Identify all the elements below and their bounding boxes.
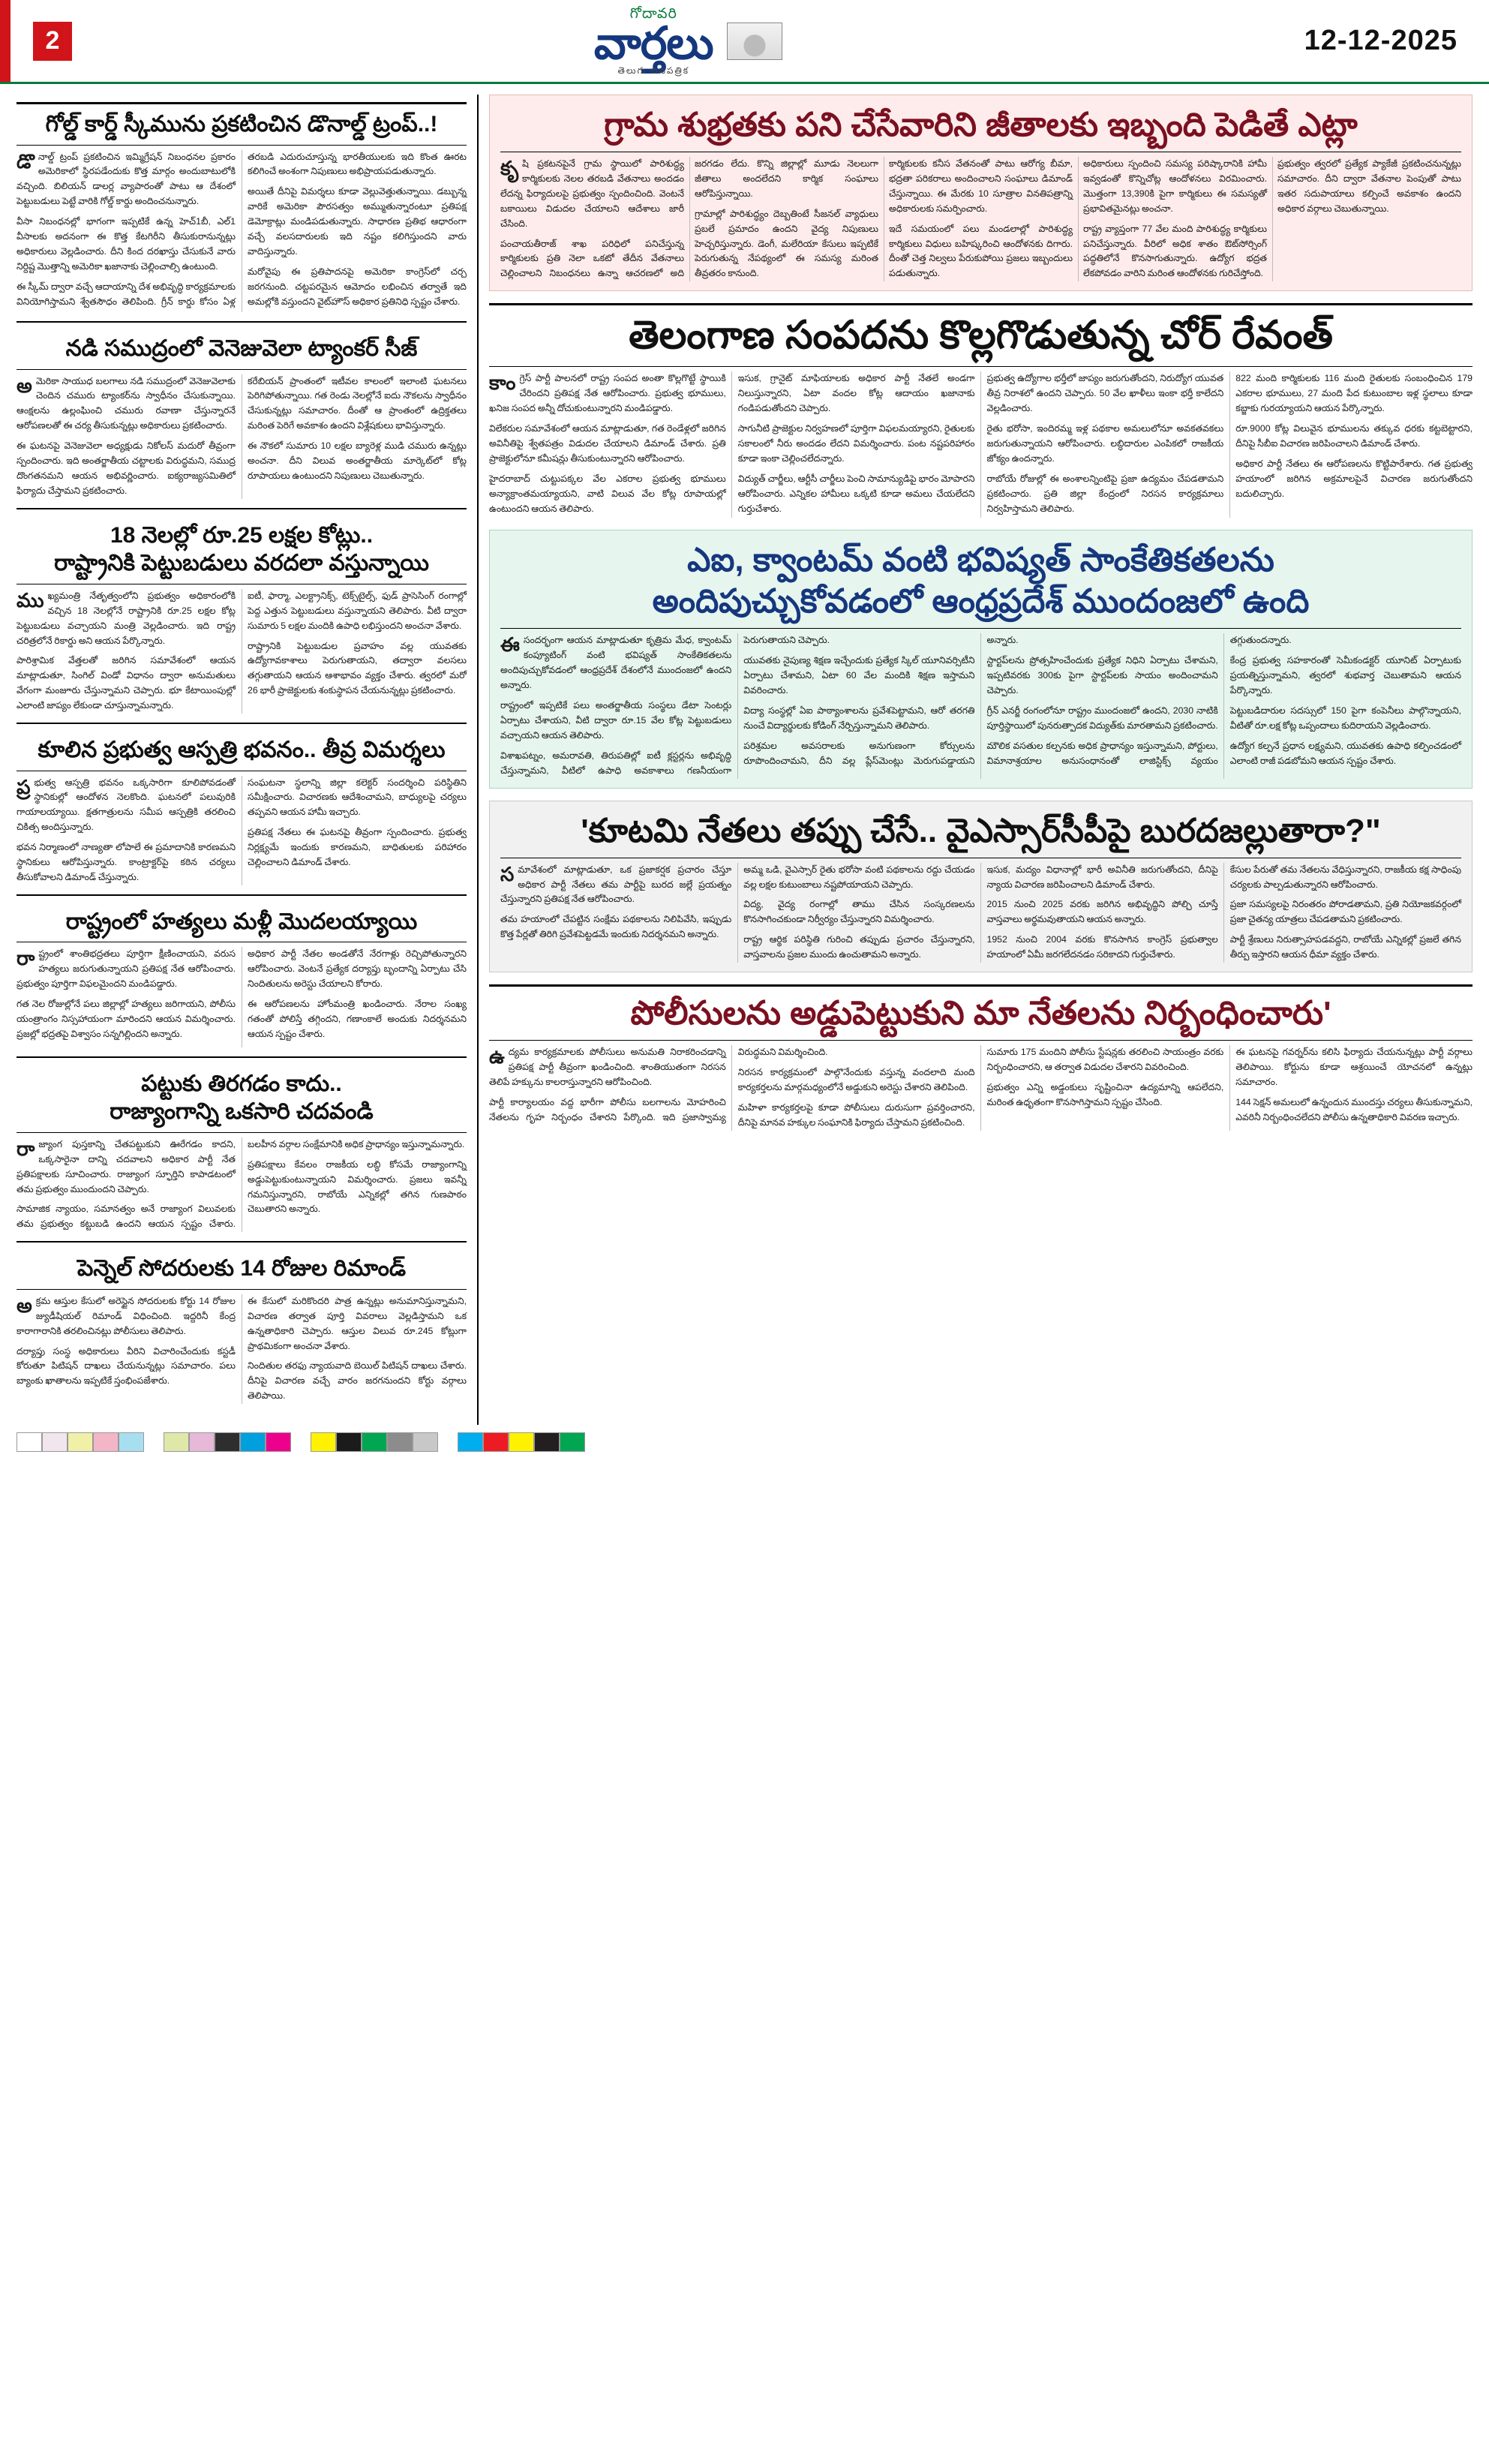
color-swatch [164, 1432, 189, 1452]
paragraph: ఇదే సమయంలో పలు మండలాల్లో పారిశుద్ధ్య కార్మికులు విధులు బహిష్కరించి ఆందోళనకు దిగారు. దీంతో చెత్త నిల్వలు పేరుకుపోయి ప్రజలు ఇబ్బందులు పడుతున్నారు. [889, 223, 1073, 279]
body-gold-card [17, 150, 467, 313]
headline-venezuela-tanker: నడి సముద్రంలో వెనెజువెలా ట్యాంకర్ సీజ్ [65, 336, 418, 362]
body-venezuela-tanker [17, 374, 467, 499]
page-number: 2 [33, 22, 72, 61]
paragraph: పార్టీ కార్యాలయం వద్ద భారీగా పోలీసు బలగాలను మోహరించి నేతలను గృహ నిర్బంధం చేశారని పేర్కొంది. ఇది ప్రజాస్వామ్య విరుద్ధమని విమర్శించింది. [489, 1047, 828, 1122]
paragraph: యువతకు నైపుణ్య శిక్షణ ఇచ్చేందుకు ప్రత్యేక స్కిల్ యూనివర్సిటీని ఏర్పాటు చేశామని, ఏటా 60 వేల మందికి శిక్షణ ఇస్తామని వివరించారు. [743, 655, 975, 696]
paragraph: రూ.9000 కోట్ల విలువైన భూములను తక్కువ ధరకు కట్టబెట్టారని, దీనిపై సీబీఐ విచారణ జరిపించాలని డిమాండ్ చేశారు. [1235, 422, 1472, 449]
color-swatch [560, 1432, 585, 1452]
paragraph: ప్రభుత్వ ఉద్యోగాల భర్తీలో జాప్యం జరుగుతోందని, నిరుద్యోగ యువత తీవ్ర నిరాశలో ఉందని చెప్పారు. 50 వేల ఖాళీలు ఇంకా భర్తీ కాలేదని వెల్లడించారు. [986, 373, 1224, 414]
color-swatch [266, 1432, 291, 1452]
article-venezuela-tanker [17, 335, 467, 509]
column-divider [477, 95, 479, 1425]
paragraph: 1952 నుంచి 2004 వరకు కొనసాగిన కాంగ్రెస్ ప్రభుత్వాల హయాంలో ఏమీ జరగలేదనడం సరికాదని గుర్తుచేశారు. [986, 934, 1218, 960]
divider [489, 366, 1472, 367]
newspaper-logo [594, 7, 713, 75]
portrait-image [727, 23, 782, 60]
color-swatch [483, 1432, 509, 1452]
paragraph: సామాజిక న్యాయం, సమానత్వం అనే రాజ్యాంగ విలువలకు తమ ప్రభుత్వం కట్టుబడి ఉందని ఆయన స్పష్టం చేశారు. బలహీన వర్గాల సంక్షేమానికి అధిక ప్రాధాన్యం ఇస్తున్నామన్నారు. [17, 1138, 465, 1230]
color-swatch [93, 1432, 119, 1452]
paragraph: అక్రమ ఆస్తుల కేసులో అరెస్టైన సోదరులకు కోర్టు 14 రోజుల జ్యుడీషియల్ రిమాండ్ విధించింది. ఇద్దరినీ కేంద్ర కారాగారానికి తరలించినట్లు పోలీసులు తెలిపారు. [17, 1294, 236, 1336]
paragraph: రాష్ట్రంలో ఇప్పటికే పలు అంతర్జాతీయ సంస్థలు డేటా సెంటర్లు ఏర్పాటు చేశాయని, వీటి ద్వారా రూ.15 వేల కోట్ల పెట్టుబడులు వచ్చాయని ఆయన తెలిపారు. [500, 700, 732, 741]
headline-hospital-collapse: కూలిన ప్రభుత్వ ఆస్పత్రి భవనం.. తీవ్ర విమర్శలు [38, 738, 446, 763]
brand-small: గోదావరి [629, 6, 677, 22]
divider [500, 628, 1461, 629]
paragraph: విలేకరుల సమావేశంలో ఆయన మాట్లాడుతూ, గత రెండేళ్లలో జరిగిన అవినీతిపై శ్వేతపత్రం విడుదల చేయాలని డిమాండ్ చేశారు. ప్రతి ప్రాజెక్టులోనూ కమీషన్లు తీసుకుంటున్నారని ఆరోపించారు. [489, 422, 726, 464]
body-murders [17, 947, 467, 1047]
paragraph: ఈ కేసులో మరికొందరి పాత్ర ఉన్నట్లు అనుమానిస్తున్నామని, విచారణ తర్వాత పూర్తి వివరాలు వెల్లడిస్తామని ఒక ఉన్నతాధికారి చెప్పారు. ఆస్తుల విలువ రూ.245 కోట్లుగా ప్రాథమికంగా అంచనా వేశారు. [248, 1295, 467, 1351]
paragraph: మహిళా కార్యకర్తలపై కూడా పోలీసులు దురుసుగా ప్రవర్తించారని, దీనిపై మానవ హక్కుల సంఘానికి ఫిర్యాదు చేస్తామని ప్రకటించింది. [737, 1102, 975, 1128]
color-swatch [534, 1432, 560, 1452]
paragraph: మరోవైపు ఈ ప్రతిపాదనపై అమెరికా కాంగ్రెస్‌లో చర్చ జరగనుంది. చట్టపరమైన ఆమోదం లభించిన తర్వాతే ఇది అమల్లోకి వస్తుందని వైట్‌హౌస్ అధికార ప్రతినిధి స్పష్టం చేశారు. [248, 266, 467, 307]
body-constitution [17, 1137, 467, 1232]
paragraph: పార్టీ శ్రేణులు నిరుత్సాహపడవద్దని, రాబోయే ఎన్నికల్లో ప్రజలే తగిన తీర్పు ఇస్తారని ఆయన ధీమా వ్యక్తం చేశారు. [1229, 934, 1461, 960]
color-swatch [311, 1432, 336, 1452]
page-grid [0, 84, 1489, 1425]
paragraph: అధికార పార్టీ నేతల అండతోనే నేరగాళ్లు రెచ్చిపోతున్నారని ఆరోపించారు. వెంటనే ప్రత్యేక దర్యాప్తు బృందాన్ని ఏర్పాటు చేసి నిందితులను అరెస్టు చేయాలని కోరారు. [248, 948, 467, 990]
paragraph: భవన నిర్మాణంలో నాణ్యతా లోపాలే ఈ ప్రమాదానికి కారణమని స్థానికులు ఆరోపిస్తున్నారు. కాంట్రాక్టర్‌పై కఠిన చర్యలు తీసుకోవాలని డిమాండ్ చేస్తున్నారు. [17, 842, 236, 882]
paragraph: తమ హయాంలో చేపట్టిన సంక్షేమ పథకాలను నిలిపివేసి, ఇప్పుడు కొత్త పేర్లతో తిరిగి ప్రవేశపెట్టడమే ఇందుకు నిదర్శనమని అన్నారు. [500, 914, 732, 940]
paragraph: ఈ ఆరోపణలను హోంమంత్రి ఖండించారు. నేరాల సంఖ్య గతంతో పోలిస్తే తగ్గిందని, గణాంకాలే అందుకు నిదర్శనమని ఆయన స్పష్టం చేశారు. [248, 999, 467, 1039]
color-swatch [362, 1432, 387, 1452]
headline-investments-line2: రాష్ట్రానికి పెట్టుబడులు వరదలా వస్తున్నాయి [54, 551, 429, 576]
article-constitution [17, 1070, 467, 1243]
issue-date: 12-12-2025 [1304, 25, 1457, 56]
article-hospital-collapse [17, 736, 467, 896]
article-murders [17, 908, 467, 1058]
paragraph: అధికార పార్టీ నేతలు ఈ ఆరోపణలను కొట్టిపారేశారు. గత ప్రభుత్వ హయాంలో జరిగిన అక్రమాలపైనే విచారణ జరుగుతోందని బదులిచ్చారు. [1235, 458, 1472, 499]
color-swatch [509, 1432, 534, 1452]
article-gold-card [17, 102, 467, 323]
paragraph: 2015 నుంచి 2025 వరకు జరిగిన అభివృద్ధిని పోల్చి చూస్తే వాస్తవాలు అర్థమవుతాయని ఆయన అన్నారు. [986, 899, 1218, 925]
headline-constitution-line1: పట్టుకు తిరగడం కాదు.. [141, 1071, 342, 1096]
paragraph: కార్మికులకు కనీస వేతనంతో పాటు ఆరోగ్య బీమా, భద్రతా పరికరాలు అందించాలని సంఘాలు డిమాండ్ చేస్తున్నాయి. ఈ మేరకు 10 సూత్రాల వినతిపత్రాన్ని అధికారులకు సమర్పించారు. [889, 158, 1073, 214]
paragraph: పెట్టుబడిదారుల సదస్సులో 150 పైగా కంపెనీలు పాల్గొన్నాయని, వీటితో రూ.లక్ష కోట్ల ఒప్పందాలు కుదిరాయని వెల్లడించారు. [1229, 705, 1461, 731]
headline-ai-quantum-line1: ఎఐ, క్వాంటమ్ వంటి భవిష్యత్ సాంకేతికతలను [687, 542, 1274, 579]
paragraph: రాజ్యాంగ పుస్తకాన్ని చేతపట్టుకుని ఊరేగడం కాదని, ఒక్కసారైనా దాన్ని చదవాలని అధికార పార్టీ నేత ప్రతిపక్షాలకు సూచించారు. రాజ్యాంగ స్ఫూర్తిని కాపాడటంలో తమ ప్రభుత్వం ముందుందని చెప్పారు. [17, 1137, 236, 1194]
paragraph: విద్యుత్ చార్జీలు, ఆర్టీసీ చార్జీలు పెంచి సామాన్యుడిపై భారం మోపారని ఆరోపించారు. ఎన్నికల హామీలు ఒక్కటి కూడా అమలు చేయలేదని గుర్తుచేశారు. [737, 473, 975, 514]
divider [489, 303, 1472, 305]
paragraph: ప్రజా సమస్యలపై నిరంతరం పోరాడతామని, ప్రతి నియోజకవర్గంలో ప్రజా చైతన్య యాత్రలు చేపడతామని ప్రకటించారు. [1229, 899, 1461, 925]
headline-constitution-line2: రాజ్యాంగాన్ని ఒకసారి చదవండి [110, 1099, 374, 1125]
color-swatch [387, 1432, 413, 1452]
headline-ai-quantum-line2: అందిపుచ్చుకోవడంలో ఆంధ్రప్రదేశ్ ముందంజలో ఉంది [652, 583, 1310, 621]
article-investments [17, 521, 467, 724]
paragraph: సాగునీటి ప్రాజెక్టుల నిర్వహణలో పూర్తిగా విఫలమయ్యారని, రైతులకు సకాలంలో నీరు అందడం లేదని విమర్శించారు. పంట నష్టపరిహారం కూడా ఇంకా చెల్లించలేదన్నారు. [737, 422, 975, 464]
divider [17, 1132, 467, 1133]
paragraph: రాష్ట్ర ఆర్థిక పరిస్థితి గురించి తప్పుడు ప్రచారం చేస్తున్నారని, వాస్తవాలను ప్రజల ముందు ఉంచుతామని అన్నారు. [743, 934, 975, 960]
paragraph: ప్రతిపక్ష నేతలు ఈ ఘటనపై తీవ్రంగా స్పందించారు. ప్రభుత్వ నిర్లక్ష్యమే ఇందుకు కారణమని, బాధితులకు పరిహారం చెల్లించాలని డిమాండ్ చేశారు. [248, 827, 467, 868]
paragraph: దర్యాప్తు సంస్థ అధికారులు వీరిని విచారించేందుకు కస్టడీ కోరుతూ పిటిషన్ దాఖలు చేయనున్నట్లు సమాచారం. పలు బ్యాంకు ఖాతాలను ఇప్పటికే స్తంభింపజేశారు. [17, 1345, 236, 1387]
divider [17, 102, 467, 104]
color-swatch [17, 1432, 42, 1452]
color-swatch [336, 1432, 362, 1452]
body-sanitation-workers [500, 157, 1461, 281]
paragraph: ఈ స్కీమ్ ద్వారా వచ్చే ఆదాయాన్ని దేశ అభివృద్ధి కార్యక్రమాలకు వినియోగిస్తామని శ్వేతసౌధం తెలిపింది. గ్రీన్ కార్డు కోసం ఏళ్ల తరబడి ఎదురుచూస్తున్న భారతీయులకు ఇది కొంత ఊరట కలిగించే అంశంగా నిపుణులు అభిప్రాయపడుతున్నారు. [17, 151, 467, 307]
color-swatch [413, 1432, 438, 1452]
paragraph: అమ్మ ఒడి, వైఎస్సార్ రైతు భరోసా వంటి పథకాలను రద్దు చేయడం వల్ల లక్షల కుటుంబాలు నష్టపోయాయని చెప్పారు. [743, 864, 975, 890]
paragraph: ముఖ్యమంత్రి నేతృత్వంలోని ప్రభుత్వం అధికారంలోకి వచ్చిన 18 నెలల్లోనే రాష్ట్రానికి రూ.25 లక్షల కోట్ల పెట్టుబడులు వచ్చాయని మంత్రి వెల్లడించారు. ఇది రాష్ట్ర చరిత్రలోనే రికార్డు అని ఆయన పేర్కొన్నారు. [17, 588, 236, 646]
left-column [17, 95, 467, 1425]
paragraph: అధికారులు స్పందించి సమస్య పరిష్కారానికి హామీ ఇవ్వడంతో కొన్నిచోట్ల ఆందోళనలు విరమించారు. మొత్తంగా 13,390కి పైగా కార్మికులు ఈ సమస్యతో ప్రభావితమైనట్లు అంచనా. [1083, 158, 1267, 214]
brand-big: వార్తలు [593, 18, 713, 68]
divider [17, 145, 467, 146]
right-column [489, 95, 1472, 1425]
paragraph: కేసుల పేరుతో తమ నేతలను వేధిస్తున్నారని, రాజకీయ కక్ష సాధింపు చర్యలకు పాల్పడుతున్నారని ఆరోపించారు. [1229, 864, 1461, 890]
paragraph: వీసా నిబంధనల్లో భాగంగా ఇప్పటికే ఉన్న హెచ్1బీ, ఎల్1 వీసాలకు అదనంగా ఈ కొత్త కేటగిరీని తీసుకురానున్నట్లు అధికారులు వెల్లడించారు. దీని కింద దరఖాస్తు చేసుకునే వారు నిర్దిష్ట మొత్తాన్ని అమెరికా ఖజానాకు చెల్లించాల్సి ఉంటుంది. [17, 216, 236, 272]
paragraph: ప్రభుత్వం ఎన్ని అడ్డంకులు సృష్టించినా ఉద్యమాన్ని ఆపలేదని, మరింత ఉధృతంగా కొనసాగిస్తామని స్పష్టం చేసింది. [986, 1082, 1224, 1108]
paragraph: విశాఖపట్నం, అమరావతి, తిరుపతిల్లో ఐటీ క్లస్టర్లను అభివృద్ధి చేస్తున్నామని, వీటిలో ఉపాధి అవకాశాలు గణనీయంగా పెరుగుతాయని చెప్పారు. [500, 635, 830, 776]
body-investments [17, 589, 467, 714]
color-swatch [42, 1432, 68, 1452]
paragraph: విద్యా సంస్థల్లో ఏఐ పాఠ్యాంశాలను ప్రవేశపెట్టామని, ఆరో తరగతి నుంచే విద్యార్థులకు కోడింగ్ నేర్పిస్తున్నామని తెలిపారు. [743, 705, 975, 731]
paragraph: ఇసుక, గ్రానైట్ మాఫియాలకు అధికార పార్టీ నేతలే అండగా నిలుస్తున్నారని, ఏటా వందల కోట్ల ఆదాయం ఖజానాకు గండిపడుతోందని చెప్పారు. [737, 373, 975, 414]
paragraph: ప్రభుత్వం త్వరలో ప్రత్యేక ప్యాకేజీ ప్రకటించనున్నట్లు సమాచారం. దీని ద్వారా వేతనాల పెంపుతో పాటు ఇతర సదుపాయాలు కల్పించే అవకాశం ఉందని అధికార వర్గాలు చెబుతున్నాయి. [1277, 158, 1461, 214]
paragraph: గ్రీన్ ఎనర్జీ రంగంలోనూ రాష్ట్రం ముందంజలో ఉందని, 2030 నాటికి పూర్తిస్థాయిలో పునరుత్పాదక విద్యుత్‌కు మారతామని ప్రకటించారు. [986, 705, 1218, 731]
divider [489, 1040, 1472, 1041]
paragraph: ప్రభుత్వ ఆస్పత్రి భవనం ఒక్కసారిగా కూలిపోవడంతో స్థానికుల్లో ఆందోళన నెలకొంది. ఘటనలో పలువురికి గాయాలయ్యాయి. క్షతగాత్రులను సమీప ఆస్పత్రికి తరలించి చికిత్స అందిస్తున్నారు. [17, 775, 236, 833]
body-kutami [500, 863, 1461, 963]
headline-gold-card: గోల్డ్ కార్డ్ స్కీమును ప్రకటించిన డొనాల్డ్ ట్రంప్..! [45, 112, 438, 137]
paragraph: రాబోయే రోజుల్లో ఈ అంశాలన్నింటిపై ప్రజా ఉద్యమం చేపడతామని ప్రకటించారు. ప్రతి జిల్లా కేంద్రంలో నిరసన కార్యక్రమాలు నిర్వహిస్తామని తెలిపారు. [986, 473, 1224, 514]
brand-wrap [72, 7, 1304, 75]
article-sanitation-workers [489, 95, 1472, 291]
paragraph: గత నెల రోజుల్లోనే పలు జిల్లాల్లో హత్యలు జరిగాయని, పోలీసు యంత్రాంగం నిస్సహాయంగా మారిందని ఆయన విమర్శించారు. ప్రజల్లో భద్రతపై విశ్వాసం సన్నగిల్లిందని అన్నారు. [17, 999, 236, 1039]
paragraph: ఐటీ, ఫార్మా, ఎలక్ట్రానిక్స్, టెక్స్‌టైల్స్, ఫుడ్ ప్రాసెసింగ్ రంగాల్లో పెద్ద ఎత్తున పెట్టుబడులు వస్తున్నాయని తెలిపారు. వీటి ద్వారా సుమారు 5 లక్షల మందికి ఉపాధి లభిస్తుందని అంచనా వేశారు. [248, 590, 467, 631]
color-swatch [68, 1432, 93, 1452]
divider [17, 1289, 467, 1290]
body-hospital-collapse [17, 776, 467, 885]
paragraph: సమావేశంలో మాట్లాడుతూ, ఒక ప్రజాకర్షక ప్రచారం చేస్తూ అధికార పార్టీ నేతలు తమ పార్టీపై బురద జల్లే ప్రయత్నం చేస్తున్నారని ప్రతిపక్ష నేత ఆరోపించారు. [500, 862, 732, 905]
paragraph: 144 సెక్షన్ అమలులో ఉన్నందున ముందస్తు చర్యలు తీసుకున్నామని, ఎవరినీ నిర్బంధించలేదని పోలీసు ఉన్నతాధికారి వివరణ ఇచ్చారు. [1235, 1097, 1472, 1122]
paragraph: రాష్ట్ర వ్యాప్తంగా 77 వేల మంది పారిశుద్ధ్య కార్మికులు పనిచేస్తున్నారు. వీరిలో అధిక శాతం ఔట్‌సోర్సింగ్ పద్ధతిలోనే కొనసాగుతున్నారు. ఉద్యోగ భద్రత లేకపోవడం వారిని మరింత ఆందోళనకు గురిచేస్తోంది. [1083, 223, 1267, 279]
brand-tagline: తెలుగు దినపత్రిక [617, 65, 690, 76]
paragraph: డొనాల్డ్ ట్రంప్ ప్రకటించిన ఇమ్మిగ్రేషన్ నిబంధనల ప్రకారం అమెరికాలో స్థిరపడేందుకు కొత్త మార్గం అందుబాటులోకి వచ్చింది. బిలియన్ డాలర్ల వ్యాపారంతో పాటు ఆ దేశంలో పెట్టుబడులు పెట్టే వారికి గోల్డ్ కార్డు అందించనున్నారు. [17, 149, 236, 207]
divider [489, 984, 1472, 987]
paragraph: కృషి ప్రకటనపైనే గ్రామ స్థాయిలో పారిశుద్ధ్య కార్మికులకు నెలల తరబడి వేతనాలు అందడం లేదన్న ఫిర్యాదులపై ప్రభుత్వం స్పందించింది. వెంటనే బకాయిలు విడుదల చేయాలని ఆదేశాలు జారీ చేసింది. [500, 157, 684, 229]
headline-remand: పెన్నెల్ సోదరులకు 14 రోజుల రిమాండ్ [77, 1256, 407, 1282]
body-revanth [489, 371, 1472, 518]
headline-sanitation-workers: గ్రామ శుభ్రతకు పని చేసేవారిని జీతాలకు ఇబ్బంది పెడితే ఎట్లా [604, 107, 1358, 143]
paragraph: రాష్ట్రంలో శాంతిభద్రతలు పూర్తిగా క్షీణించాయని, వరుస హత్యలు జరుగుతున్నాయని ప్రతిపక్ష నేత ఆరోపించారు. ప్రభుత్వం పూర్తిగా విఫలమైందని మండిపడ్డారు. [17, 947, 236, 990]
paragraph: రాష్ట్రానికి పెట్టుబడుల ప్రవాహం వల్ల యువతకు ఉద్యోగావకాశాలు పెరుగుతాయని, తద్వారా వలసలు తగ్గుతాయని ఆయన ఆశాభావం వ్యక్తం చేశారు. త్వరలో మరో 26 భారీ ప్రాజెక్టులకు శంకుస్థాపన చేయనున్నట్లు ప్రకటించారు. [248, 640, 467, 696]
paragraph: ఈ ఘటనపై గవర్నర్‌ను కలిసి ఫిర్యాదు చేయనున్నట్లు పార్టీ వర్గాలు తెలిపాయి. కోర్టును కూడా ఆశ్రయించే యోచనలో ఉన్నట్లు సమాచారం. [1235, 1047, 1472, 1088]
paragraph: స్టార్టప్‌లను ప్రోత్సహించేందుకు ప్రత్యేక నిధిని ఏర్పాటు చేశామని, ఇప్పటివరకు 300కు పైగా స్టార్టప్‌లకు సాయం అందించామని చెప్పారు. [986, 655, 1218, 696]
color-swatch [119, 1432, 144, 1452]
paragraph: మౌలిక వసతుల కల్పనకు అధిక ప్రాధాన్యం ఇస్తున్నామని, పోర్టులు, విమానాశ్రయాల అనుసంధానంతో లాజిస్టిక్స్ వ్యయం తగ్గుతుందన్నారు. [986, 635, 1292, 766]
paragraph: ఈసందర్భంగా ఆయన మాట్లాడుతూ కృత్రిమ మేధ, క్వాంటమ్ కంప్యూటింగ్ వంటి భవిష్యత్ సాంకేతికతలను అందిపుచ్చుకోవడంలో ఆంధ్రప్రదేశ్ దేశంలోనే ముందంజలో ఉందని అన్నారు. [500, 633, 732, 691]
paragraph: నిరసన కార్యక్రమంలో పాల్గొనేందుకు వస్తున్న వందలాది మంది కార్యకర్తలను మార్గమధ్యంలోనే అడ్డుకుని అరెస్టు చేశారని తెలిపింది. [737, 1067, 975, 1093]
paragraph: కేంద్ర ప్రభుత్వ సహకారంతో సెమీకండక్టర్ యూనిట్ ఏర్పాటుకు ప్రయత్నిస్తున్నామని, త్వరలో శుభవార్త చెబుతామని ఆయన పేర్కొన్నారు. [1229, 655, 1461, 696]
masthead [0, 0, 1489, 84]
paragraph: హైదరాబాద్ చుట్టుపక్కల వేల ఎకరాల ప్రభుత్వ భూములు అన్యాక్రాంతమయ్యాయని, వాటి విలువ వేల కోట్ల రూపాయల్లో ఉంటుందని ఆయన తెలిపారు. [489, 473, 726, 514]
paragraph: అమెరికా సాయుధ బలగాలు నడి సముద్రంలో వెనెజువెలాకు చెందిన చమురు ట్యాంకర్‌ను స్వాధీనం చేసుకున్నాయి. ఆంక్షలను ఉల్లంఘించి చమురు రవాణా చేస్తున్నారనే ఆరోపణలతో ఈ చర్య తీసుకున్నట్లు అధికారులు ప్రకటించారు. [17, 374, 236, 431]
color-swatch [189, 1432, 215, 1452]
paragraph: సంఘటనా స్థలాన్ని జిల్లా కలెక్టర్ సందర్శించి పరిస్థితిని సమీక్షించారు. విచారణకు ఆదేశించామని, బాధ్యులపై చర్యలు తప్పవని ఆయన హామీ ఇచ్చారు. [248, 777, 467, 818]
paragraph: ఈ నౌకలో సుమారు 10 లక్షల బ్యారెళ్ల ముడి చమురు ఉన్నట్లు అంచనా. దీని విలువ అంతర్జాతీయ మార్కెట్‌లో కోట్ల రూపాయలు ఉంటుందని నిపుణులు చెబుతున్నారు. [248, 440, 467, 481]
article-ai-quantum [489, 530, 1472, 788]
headline-murders: రాష్ట్రంలో హత్యలు మళ్లీ మొదలయ్యాయి [65, 909, 418, 934]
paragraph: ఉద్యమ కార్యక్రమాలకు పోలీసులు అనుమతి నిరాకరించడాన్ని ప్రతిపక్ష పార్టీ తీవ్రంగా ఖండించింది. శాంతియుతంగా నిరసన తెలిపే హక్కును కాలరాస్తున్నారని ఆరోపించింది. [489, 1045, 726, 1088]
paragraph: ఉద్యోగ కల్పనే ప్రధాన లక్ష్యమని, యువతకు ఉపాధి కల్పించడంలో ఎలాంటి రాజీ పడబోమని ఆయన స్పష్టం చేశారు. [1229, 740, 1461, 766]
article-revanth [489, 303, 1472, 518]
color-swatch [215, 1432, 240, 1452]
paragraph: అయితే దీనిపై విమర్శలు కూడా వెల్లువెత్తుతున్నాయి. డబ్బున్న వారికే అమెరికా పౌరసత్వం అమ్ముతున్నారంటూ ప్రతిపక్ష డెమోక్రాట్లు మండిపడుతున్నారు. సాధారణ ప్రతిభ ఆధారంగా వచ్చే వలసదారులకు ఇది నష్టం కలిగిస్తుందని వారు వాదిస్తున్నారు. [248, 186, 467, 257]
headline-kutami: 'కూటమి నేతలు తప్పు చేసే.. వైఎస్సార్‌సీపీపై బురదజల్లుతారా?" [581, 812, 1381, 849]
paragraph: నిందితుల తరఫు న్యాయవాది బెయిల్ పిటిషన్ దాఖలు చేశారు. దీనిపై విచారణ వచ్చే వారం జరగనుందని కోర్టు వర్గాలు తెలిపాయి. [248, 1360, 467, 1402]
headline-revanth: తెలంగాణ సంపదను కొల్లగొడుతున్న చోర్ రేవంత్ [629, 314, 1333, 358]
article-police [489, 984, 1472, 1131]
paragraph: విద్య, వైద్య రంగాల్లో తాము చేసిన సంస్కరణలను కొనసాగించకుండా నిర్వీర్యం చేస్తున్నారని విమర్శించారు. [743, 899, 975, 925]
paragraph: గ్రామాల్లో పారిశుద్ధ్యం దెబ్బతింటే సీజనల్ వ్యాధులు ప్రబలే ప్రమాదం ఉందని వైద్య నిపుణులు హెచ్చరిస్తున్నారు. డెంగీ, మలేరియా కేసులు ఇప్పటికే పెరుగుతున్న నేపథ్యంలో ఈ సమస్య మరింత తీవ్రతరం కానుంది. [695, 208, 878, 279]
paragraph: 822 మంది కార్మికులకు 116 మంది రైతులకు సంబంధించిన 179 ఎకరాల భూములు, 27 మంది పేద కుటుంబాల ఇళ్ల స్థలాలు కూడా కబ్జాకు గురయ్యాయని ఆయన పేర్కొన్నారు. [1235, 373, 1472, 414]
headline-investments-line1: 18 నెలల్లో రూ.25 లక్షల కోట్లు.. [110, 522, 374, 548]
body-ai-quantum [500, 633, 1461, 778]
divider [17, 369, 467, 370]
color-swatch [240, 1432, 266, 1452]
paragraph: కరేబియన్ ప్రాంతంలో ఇటీవల కాలంలో ఇలాంటి ఘటనలు పెరిగిపోతున్నాయి. గత రెండు నెలల్లోనే ఐదు నౌకలను స్వాధీనం చేసుకున్నట్లు సమాచారం. దీంతో ఆ ప్రాంతంలో ఉద్రిక్తతలు మరింత పెరిగే అవకాశం ఉందని విశ్లేషకులు భావిస్తున్నారు. [248, 375, 467, 431]
paragraph: పరిశ్రమల అవసరాలకు అనుగుణంగా కోర్సులను రూపొందించామని, దీని వల్ల ప్లేస్‌మెంట్లు మెరుగుపడ్డాయని అన్నారు. [743, 635, 1019, 766]
paragraph: పంచాయతీరాజ్ శాఖ పరిధిలో పనిచేస్తున్న కార్మికులకు ప్రతి నెలా ఒకటో తేదీన వేతనాలు చెల్లించాలని నిబంధనలు ఉన్నా ఆచరణలో అది జరగడం లేదు. కొన్ని జిల్లాల్లో మూడు నెలలుగా జీతాలు అందలేదని కార్మిక సంఘాలు ఆరోపిస్తున్నాయి. [500, 158, 878, 279]
paragraph: పారిశ్రామిక వేత్తలతో జరిగిన సమావేశంలో ఆయన మాట్లాడుతూ, సింగిల్ విండో విధానం ద్వారా అనుమతులు వేగంగా మంజూరు చేస్తున్నామని చెప్పారు. భూ కేటాయింపుల్లో ఎలాంటి జాప్యం లేకుండా చూస్తున్నామన్నారు. [17, 655, 236, 711]
print-registration-colorbar [0, 1425, 1489, 1462]
paragraph: ఈ ఘటనపై వెనెజువెలా అధ్యక్షుడు నికోలస్ మదురో తీవ్రంగా స్పందించారు. ఇది అంతర్జాతీయ చట్టాలకు విరుద్ధమని, సముద్ర దొంగతనమని ఆయన అభివర్ణించారు. ఐక్యరాజ్యసమితిలో ఫిర్యాదు చేస్తామని ప్రకటించారు. [17, 440, 236, 496]
color-swatch [458, 1432, 483, 1452]
body-remand [17, 1294, 467, 1404]
paragraph: ప్రతిపక్షాలు కేవలం రాజకీయ లబ్ధి కోసమే రాజ్యాంగాన్ని అడ్డుపెట్టుకుంటున్నాయని విమర్శించారు. ప్రజలు ఇవన్నీ గమనిస్తున్నారని, రాబోయే ఎన్నికల్లో తగిన గుణపాఠం చెబుతారని అన్నారు. [248, 1158, 467, 1215]
paragraph: రైతు భరోసా, ఇందిరమ్మ ఇళ్ల పథకాల అమలులోనూ అవకతవకలు జరుగుతున్నాయని ఆరోపించారు. లబ్ధిదారుల ఎంపికలో రాజకీయ జోక్యం ఉందన్నారు. [986, 422, 1224, 464]
article-kutami [489, 801, 1472, 973]
paragraph: కాంగ్రెస్ పార్టీ పాలనలో రాష్ట్ర సంపద అంతా కొల్లగొట్టే స్థాయికి చేరిందని ప్రతిపక్ష నేత ఆరోపించారు. ప్రభుత్వ భూములు, ఖనిజ సంపద అన్నీ దోచుకుంటున్నారని మండిపడ్డారు. [489, 371, 726, 414]
paragraph: సుమారు 175 మందిని పోలీసు స్టేషన్లకు తరలించి సాయంత్రం వరకు నిర్బంధించారని, ఆ తర్వాత విడుదల చేశారని వివరించింది. [986, 1047, 1224, 1073]
paragraph: ఇసుక, మద్యం విధానాల్లో భారీ అవినీతి జరుగుతోందని, దీనిపై న్యాయ విచారణ జరిపించాలని డిమాండ్ చేశారు. [986, 864, 1218, 890]
headline-police: పోలీసులను అడ్డుపెట్టుకుని మా నేతలను నిర్బంధించారు' [630, 995, 1331, 1032]
body-police [489, 1045, 1472, 1131]
article-remand [17, 1255, 467, 1413]
